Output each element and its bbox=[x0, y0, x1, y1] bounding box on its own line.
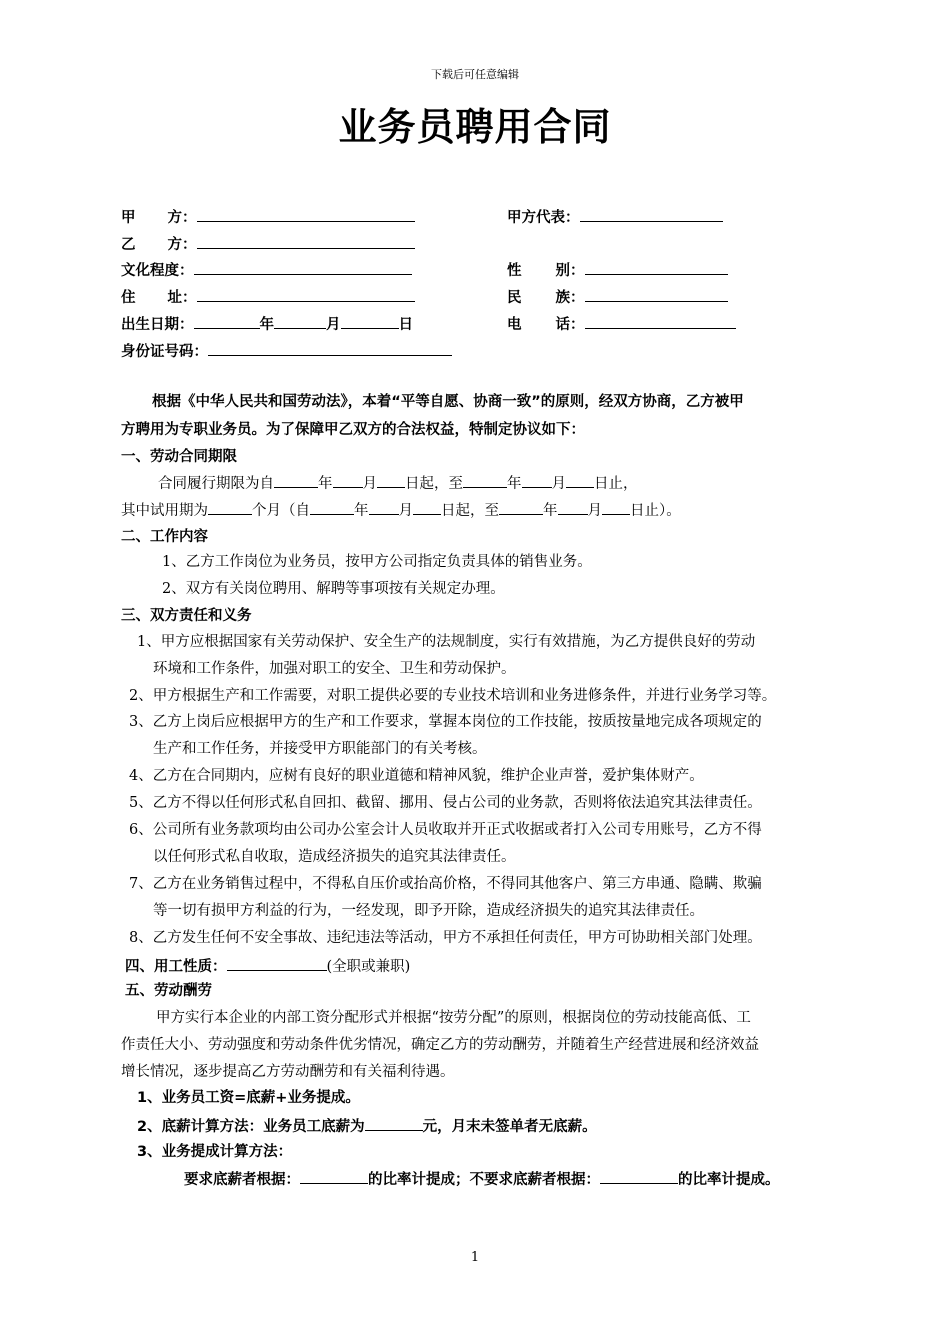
field-ethnicity: 民 族： bbox=[507, 286, 728, 308]
field-address: 住 址： bbox=[121, 286, 415, 308]
duty-item-5: 5、乙方不得以任何形式私自回扣、截留、挪用、侵占公司的业务款，否则将依法追究其法律责任。 bbox=[129, 795, 762, 811]
pay-para-line-2: 作责任大小、劳动强度和劳动条件优劣情况，确定乙方的劳动酬劳，并随着生产经营进展和经济效益 bbox=[121, 1037, 759, 1053]
header-note: 下载后可任意编辑 bbox=[431, 68, 519, 81]
pay-item-1: 1、业务员工资=底薪+业务提成。 bbox=[137, 1090, 360, 1106]
duty-item-2: 2、甲方根据生产和工作需要，对职工提供必要的专业技术培训和业务进修条件，并进行业务学习等。 bbox=[129, 688, 777, 704]
term-line-1: 合同履行期限为自 年 月 日起，至 年 月 日止， bbox=[158, 472, 638, 494]
page-number: 1 bbox=[470, 1250, 480, 1265]
duty-item-6-cont: 以任何形式私自收取，造成经济损失的追究其法律责任。 bbox=[153, 849, 516, 865]
duty-item-7-cont: 等一切有损甲方利益的行为，一经发现，即予开除，造成经济损失的追究其法律责任。 bbox=[153, 903, 704, 919]
field-party-a: 甲 方： bbox=[121, 206, 415, 228]
contract-title: 业务员聘用合同 bbox=[338, 105, 612, 149]
field-education: 文化程度： bbox=[121, 259, 412, 281]
intro-line-2: 方聘用为专职业务员。为了保障甲乙双方的合法权益，特制定协议如下： bbox=[121, 422, 585, 438]
duty-item-6: 6、公司所有业务款项均由公司办公室会计人员收取并开正式收据或者打入公司专用账号，乙方不得 bbox=[129, 822, 762, 838]
duty-item-8: 8、乙方发生任何不安全事故、违纪违法等活动，甲方不承担任何责任，甲方可协助相关部门处理。 bbox=[129, 930, 762, 946]
pay-item-3-detail: 要求底薪者根据： 的比率计提成；不要求底薪者根据： 的比率计提成。 bbox=[184, 1168, 780, 1190]
field-party-a-rep: 甲方代表： bbox=[507, 206, 723, 228]
work-item-1: 1、乙方工作岗位为业务员，按甲方公司指定负责具体的销售业务。 bbox=[162, 554, 592, 570]
section-2-heading: 二、工作内容 bbox=[121, 529, 208, 545]
pay-item-3: 3、业务提成计算方法： bbox=[137, 1144, 293, 1160]
field-party-b: 乙 方： bbox=[121, 233, 415, 255]
pay-item-2: 2、底薪计算方法：业务员工底薪为 元，月末未签单者无底薪。 bbox=[137, 1115, 597, 1137]
work-item-2: 2、双方有关岗位聘用、解聘等事项按有关规定办理。 bbox=[162, 581, 505, 597]
duty-item-3: 3、乙方上岗后应根据甲方的生产和工作要求，掌握本岗位的工作技能，按质按量地完成各项规定的 bbox=[129, 714, 762, 730]
field-birth-date: 出生日期： 年 月 日 bbox=[121, 313, 413, 335]
section-5-heading: 五、劳动酬劳 bbox=[125, 983, 212, 999]
field-phone: 电 话： bbox=[507, 313, 736, 335]
field-gender: 性 别： bbox=[507, 259, 728, 281]
duty-item-3-cont: 生产和工作任务，并接受甲方职能部门的有关考核。 bbox=[153, 741, 487, 757]
field-id-number: 身份证号码： bbox=[121, 340, 452, 362]
pay-para-line-1: 甲方实行本企业的内部工资分配形式并根据“按劳分配”的原则，根据岗位的劳动技能高低、工 bbox=[156, 1010, 751, 1026]
section-1-heading: 一、劳动合同期限 bbox=[121, 449, 237, 465]
term-line-2: 其中试用期为 个月（自 年 月 日起，至 年 月 日止）。 bbox=[121, 499, 681, 521]
duty-item-7: 7、乙方在业务销售过程中，不得私自压价或抬高价格，不得同其他客户、第三方串通、隐瞒、欺骗 bbox=[129, 876, 762, 892]
duty-item-1: 1、甲方应根据国家有关劳动保护、安全生产的法规制度，实行有效措施，为乙方提供良好的劳动 bbox=[137, 634, 756, 650]
section-4-employment-type: 四、用工性质： (全职或兼职) bbox=[125, 955, 410, 977]
section-3-heading: 三、双方责任和义务 bbox=[121, 608, 252, 624]
intro-line-1: 根据《中华人民共和国劳动法》，本着“平等自愿、协商一致”的原则，经双方协商，乙方被甲 bbox=[152, 394, 744, 410]
duty-item-1-cont: 环境和工作条件，加强对职工的安全、卫生和劳动保护。 bbox=[153, 661, 516, 677]
duty-item-4: 4、乙方在合同期内，应树有良好的职业道德和精神风貌，维护企业声誉，爱护集体财产。 bbox=[129, 768, 704, 784]
pay-para-line-3: 增长情况，逐步提高乙方劳动酬劳和有关福利待遇。 bbox=[121, 1064, 455, 1080]
